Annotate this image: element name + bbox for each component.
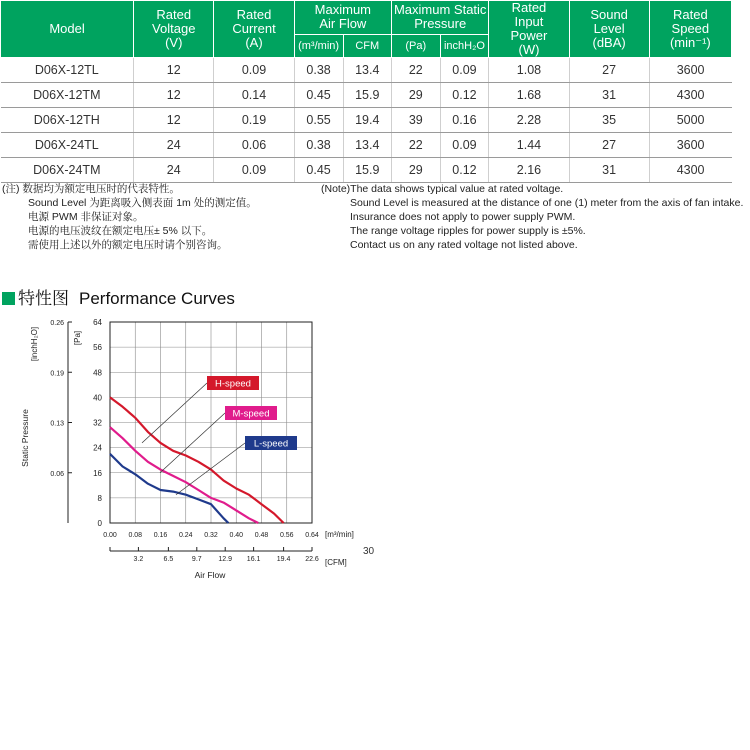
header-voltage: Rated Voltage (V) [134,1,214,58]
y2-tick-label: 0.26 [50,320,64,327]
cell-current: 0.14 [214,83,294,108]
cell-airflow-m3: 0.38 [294,58,343,83]
y-tick-label: 0 [97,519,102,528]
y-tick-label: 8 [97,493,102,503]
cell-speed: 3600 [649,133,731,158]
x-axis-unit-m3: [m³/min] [325,530,354,539]
note-line: Sound Level is measured at the distance of one (1) meter from the axis of fan intake. [350,197,744,209]
x-tick-label: 0.48 [254,532,269,539]
cell-pressure-inch: 0.09 [440,133,489,158]
cell-airflow-cfm: 15.9 [343,158,392,183]
x-axis-unit-cfm: [CFM] [325,558,347,567]
note-line: Contact us on any rated voltage not listed above. [350,239,578,251]
y2-tick-label: 0.19 [50,370,64,378]
cell-pressure-pa: 39 [392,108,440,133]
cell-pressure-pa: 22 [392,133,440,158]
cell-pressure-inch: 0.12 [440,158,489,183]
cell-power: 1.68 [489,83,569,108]
x-tick-label: 0.56 [279,532,294,539]
notes-english [321,182,743,252]
performance-chart [0,310,400,590]
cell-airflow-m3: 0.45 [294,83,343,108]
y-tick-label: 24 [93,443,102,453]
header-airflow-m3: (m³/min) [294,34,343,57]
note-line: 电源的电压波纹在额定电压± 5% 以下。 [28,225,213,237]
cell-voltage: 12 [134,83,214,108]
header-sound: Sound Level (dBA) [569,1,649,58]
x-tick-label: 0.16 [153,532,168,539]
x-axis-label: Air Flow [194,570,226,580]
cell-sound: 27 [569,133,649,158]
green-square-icon [2,292,15,305]
spec-table [0,0,732,183]
cell-model: D06X-12TL [1,58,134,83]
cell-sound: 31 [569,158,649,183]
cell-sound: 27 [569,58,649,83]
section-title-en: Performance Curves [79,289,235,308]
header-airflow: Maximum Air Flow [294,1,391,35]
y-tick-label: 16 [93,468,102,478]
cell-voltage: 24 [134,133,214,158]
cell-airflow-cfm: 13.4 [343,133,392,158]
y-tick-label: 32 [93,418,102,428]
cell-model: D06X-12TM [1,83,134,108]
cell-current: 0.19 [214,108,294,133]
y-tick-label: 56 [93,343,102,353]
x2-tick-label: 19.4 [276,556,291,563]
cell-airflow-cfm: 19.4 [343,108,392,133]
cell-pressure-pa: 22 [392,58,440,83]
section-title-cn: 特性图 [18,289,69,308]
x-tick-label: 0.40 [229,532,244,539]
header-airflow-cfm: CFM [343,34,392,57]
cell-voltage: 24 [134,158,214,183]
header-current: Rated Current (A) [214,1,294,58]
note-line: Insurance does not apply to power supply PWM. [350,211,576,223]
cell-model: D06X-12TH [1,108,134,133]
note-line: 电源 PWM 非保证对象。 [28,211,144,223]
x2-tick-label: 12.9 [218,556,233,563]
x-tick-label: 0.64 [305,532,319,539]
cell-current: 0.09 [214,58,294,83]
cell-sound: 31 [569,83,649,108]
cell-airflow-cfm: 15.9 [343,83,392,108]
cell-speed: 3600 [649,58,731,83]
note-line: The range voltage ripples for power supply is ±5%. [350,225,586,237]
table-row [1,158,732,183]
y-tick-label: 40 [93,393,102,403]
cell-speed: 5000 [649,108,731,133]
table-row [1,58,732,83]
table-row [1,108,732,133]
cell-pressure-inch: 0.09 [440,58,489,83]
y-tick-label: 48 [93,368,102,378]
table-row [1,133,732,158]
notes-chinese [2,182,257,252]
y-axis-unit-inch: [inchH₂O] [30,326,39,362]
header-model: Model [1,1,134,58]
x-tick-label: 0.24 [178,532,193,539]
cell-model: D06X-24TL [1,133,134,158]
cell-voltage: 12 [134,58,214,83]
x2-tick-label: 16.1 [246,556,261,563]
cell-current: 0.09 [214,158,294,183]
x2-tick-label: 22.6 [305,556,319,563]
cell-pressure-inch: 0.16 [440,108,489,133]
header-power: Rated Input Power (W) [489,1,569,58]
y2-tick-label: 0.06 [50,470,64,478]
note-line: 需使用上述以外的额定电压时请个别咨询。 [28,239,228,251]
legend-label: L-speed [253,438,289,450]
x-tick-label: 0.08 [128,532,143,539]
note-line: Sound Level 为距离吸入侧表面 1m 处的测定值。 [28,197,257,209]
header-pressure: Maximum Static Pressure [392,1,489,35]
cell-voltage: 12 [134,108,214,133]
x-tick-label: 0.32 [204,532,218,539]
cell-airflow-cfm: 13.4 [343,58,392,83]
x2-tick-label: 6.5 [163,556,174,563]
note-line: (注) 数据均为额定电压时的代表特性。 [2,183,180,195]
y2-tick-label: 0.13 [50,420,64,428]
y-axis-unit-pa: [Pa] [73,330,82,346]
legend-label: H-speed [215,378,251,390]
cell-power: 1.44 [489,133,569,158]
cell-sound: 35 [569,108,649,133]
x2-tick-label: 3.2 [133,556,144,563]
cell-current: 0.06 [214,133,294,158]
y-axis-label: Static Pressure [20,409,30,467]
x-tick-label: 0.00 [103,532,117,539]
cell-pressure-inch: 0.12 [440,83,489,108]
cell-pressure-pa: 29 [392,83,440,108]
leader-line [160,413,225,473]
leader-line [142,383,207,443]
note-line: (Note)The data shows typical value at rated voltage. [321,183,564,195]
header-pressure-pa: (Pa) [392,34,440,57]
header-pressure-inch: inchH₂O [440,34,489,57]
cell-model: D06X-24TM [1,158,134,183]
section-title [2,284,235,309]
page-number: 30 [363,546,375,557]
y-tick-label: 64 [93,318,102,327]
cell-airflow-m3: 0.45 [294,158,343,183]
cell-airflow-m3: 0.38 [294,133,343,158]
x2-tick-label: 9.7 [191,556,202,563]
cell-pressure-pa: 29 [392,158,440,183]
legend-label: M-speed [232,408,270,420]
cell-power: 1.08 [489,58,569,83]
cell-speed: 4300 [649,158,731,183]
table-row [1,83,732,108]
cell-power: 2.28 [489,108,569,133]
cell-airflow-m3: 0.55 [294,108,343,133]
header-speed: Rated Speed (min⁻¹) [649,1,731,58]
cell-power: 2.16 [489,158,569,183]
cell-speed: 4300 [649,83,731,108]
